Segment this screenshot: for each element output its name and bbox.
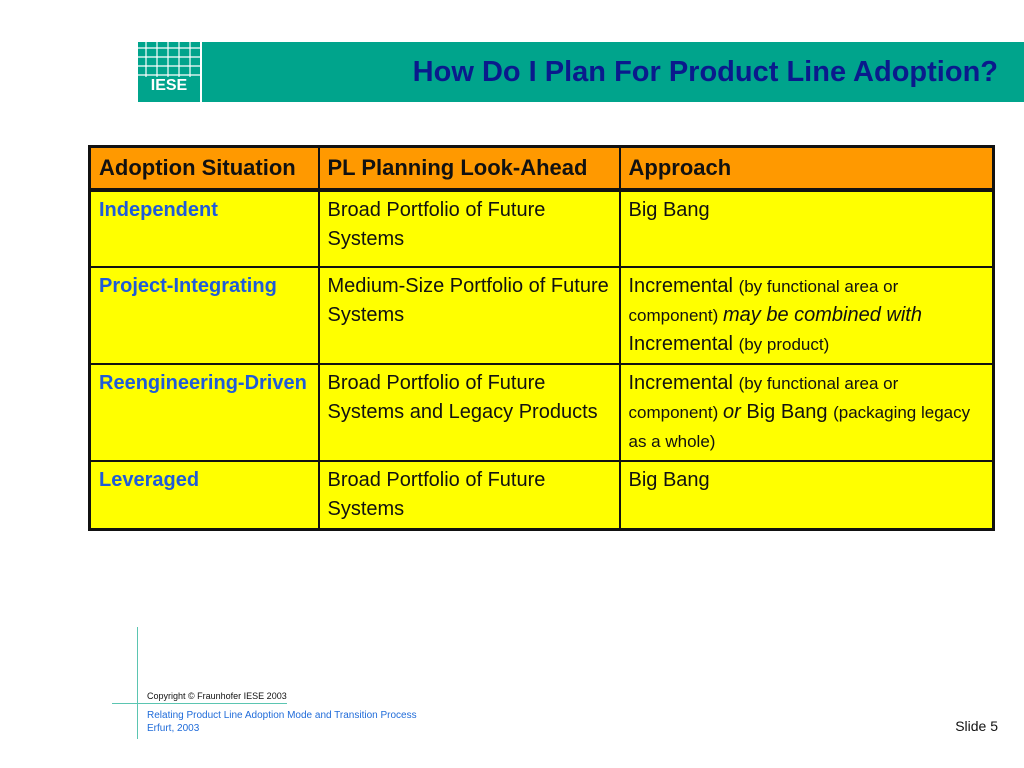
table-row <box>90 364 994 461</box>
footer-description <box>147 709 417 735</box>
approach-segment: (by functional area or component) <box>628 277 899 325</box>
footer-description-line: Erfurt, 2003 <box>147 723 200 734</box>
column-header-approach: Approach <box>620 147 994 191</box>
cell-approach <box>620 364 994 461</box>
footer-horizontal-rule <box>112 703 287 704</box>
cell-lookahead: Broad Portfolio of Future Systems <box>319 190 620 267</box>
copyright-notice: Copyright © Fraunhofer IESE 2003 <box>147 691 287 701</box>
cell-approach <box>620 461 994 530</box>
table-row <box>90 190 994 267</box>
cell-situation: Leveraged <box>90 461 319 530</box>
approach-segment: (packaging legacy as a whole) <box>628 403 971 451</box>
approach-segment: Big Bang <box>628 199 710 221</box>
logo-divider <box>200 42 202 104</box>
approach-segment: Big Bang <box>628 469 710 491</box>
approach-segment: Incremental <box>628 275 739 297</box>
adoption-table <box>88 145 995 531</box>
logo-grid-icon <box>138 42 200 77</box>
slide-number: Slide 5 <box>955 718 998 734</box>
cell-lookahead: Medium-Size Portfolio of Future Systems <box>319 267 620 364</box>
table-row <box>90 267 994 364</box>
cell-approach <box>620 190 994 267</box>
approach-segment: or <box>723 401 741 423</box>
table-header-row <box>90 147 994 191</box>
footer-vertical-rule <box>137 627 138 739</box>
approach-segment: may be combined with <box>723 304 922 326</box>
approach-segment: Big Bang <box>740 401 834 423</box>
table-row <box>90 461 994 530</box>
approach-segment: Incremental <box>628 372 739 394</box>
column-header-lookahead: PL Planning Look-Ahead <box>319 147 620 191</box>
cell-lookahead: Broad Portfolio of Future Systems <box>319 461 620 530</box>
approach-segment: Incremental <box>628 333 739 355</box>
cell-approach <box>620 267 994 364</box>
footer-description-line: Relating Product Line Adoption Mode and Transition Process <box>147 710 417 721</box>
cell-lookahead: Broad Portfolio of Future Systems and Legacy Products <box>319 364 620 461</box>
approach-segment: (by product) <box>738 335 830 354</box>
page-title: How Do I Plan For Product Line Adoption? <box>412 56 998 88</box>
cell-situation: Project-Integrating <box>90 267 319 364</box>
cell-situation: Independent <box>90 190 319 267</box>
cell-situation: Reengineering-Driven <box>90 364 319 461</box>
column-header-situation: Adoption Situation <box>90 147 319 191</box>
logo-text: IESE <box>150 77 188 94</box>
approach-segment: (by functional area or component) <box>628 374 899 422</box>
